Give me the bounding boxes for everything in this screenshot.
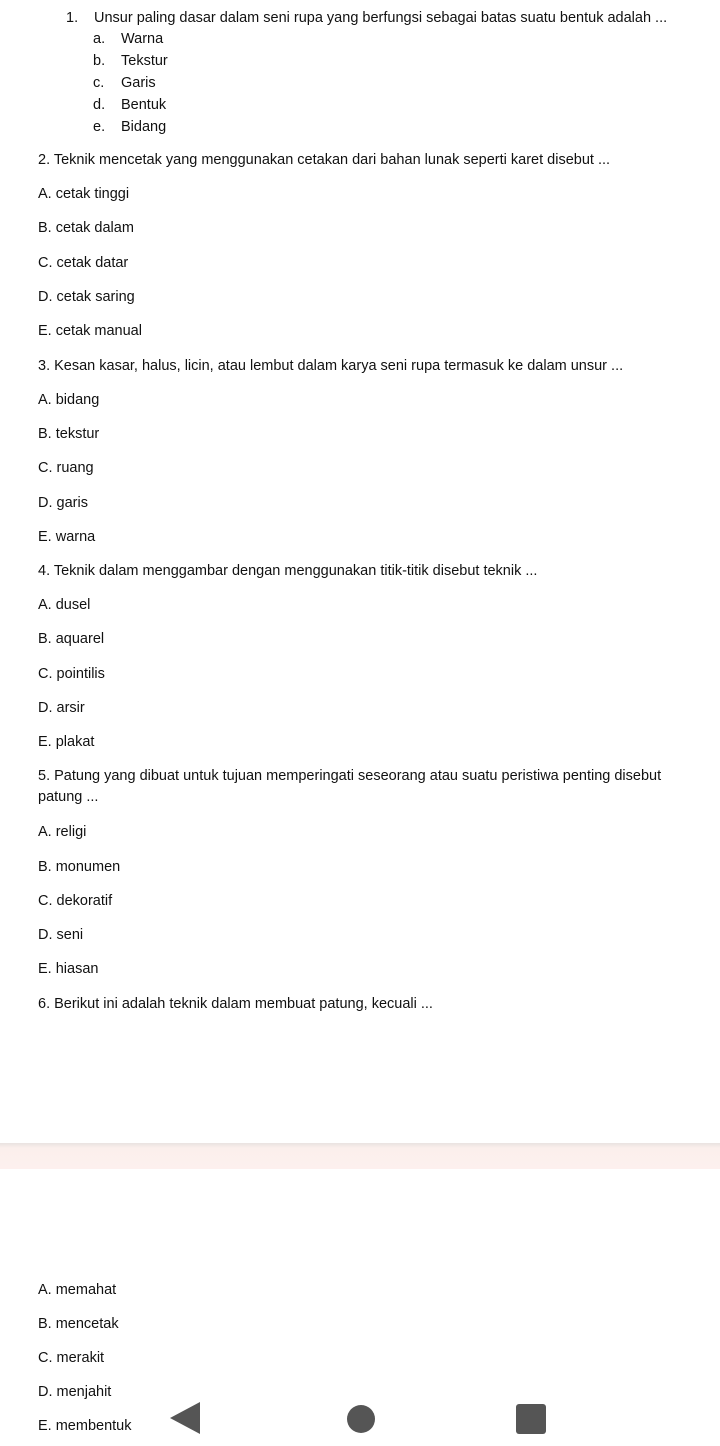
home-icon[interactable]	[347, 1405, 375, 1433]
question-6: 6. Berikut ini adalah teknik dalam membuat patung, kecuali ...	[38, 996, 433, 1012]
option-a: A. dusel	[38, 597, 91, 613]
option-a: A. bidang	[38, 392, 100, 408]
option-c: C. ruang	[38, 460, 94, 476]
option-letter: a.	[93, 31, 106, 47]
option-e: E. warna	[38, 529, 96, 545]
option-c: C. dekoratif	[38, 893, 113, 909]
question-text: Unsur paling dasar dalam seni rupa yang berfungsi sebagai batas suatu bentuk adalah ...	[94, 10, 668, 26]
option-a: A. cetak tinggi	[38, 186, 130, 202]
option-d: D. seni	[38, 927, 84, 943]
option-e	[93, 119, 166, 135]
question-5: 5. Patung yang dibuat untuk tujuan memperingati seseorang atau suatu peristiwa penting disebut patung ...	[38, 768, 662, 805]
option-e: E. hiasan	[38, 961, 99, 977]
question-2: 2. Teknik mencetak yang menggunakan cetakan dari bahan lunak seperti karet disebut ...	[38, 152, 611, 168]
option-a	[93, 31, 163, 47]
option-c: C. pointilis	[38, 666, 105, 682]
question-3: 3. Kesan kasar, halus, licin, atau lembut dalam karya seni rupa termasuk ke dalam unsur ...	[38, 358, 624, 374]
option-text: Tekstur	[121, 53, 168, 69]
question-number: 1.	[66, 10, 79, 26]
option-c	[93, 75, 156, 91]
option-letter: e.	[93, 119, 106, 135]
option-d: D. garis	[38, 495, 88, 511]
option-e: E. plakat	[38, 734, 95, 750]
question-4: 4. Teknik dalam menggambar dengan menggunakan titik-titik disebut teknik ...	[38, 563, 538, 579]
option-letter: b.	[93, 53, 106, 69]
option-text: Warna	[121, 31, 164, 47]
option-b: B. cetak dalam	[38, 220, 134, 236]
option-a: A. religi	[38, 824, 87, 840]
page-break	[0, 1143, 720, 1169]
option-d: D. arsir	[38, 700, 85, 716]
option-b: B. aquarel	[38, 631, 105, 647]
option-d: D. cetak saring	[38, 289, 135, 305]
option-b: B. mencetak	[38, 1316, 119, 1332]
back-icon[interactable]	[170, 1402, 200, 1434]
option-d	[93, 97, 166, 113]
option-b: B. monumen	[38, 859, 121, 875]
question-1	[66, 10, 667, 26]
option-text: Bentuk	[121, 97, 167, 113]
option-b: B. tekstur	[38, 426, 100, 442]
option-c: C. cetak datar	[38, 255, 129, 271]
option-e: E. membentuk	[38, 1418, 132, 1434]
option-a: A. memahat	[38, 1282, 117, 1298]
option-text: Bidang	[121, 119, 167, 135]
option-d: D. menjahit	[38, 1384, 112, 1400]
option-b	[93, 53, 168, 69]
option-e: E. cetak manual	[38, 323, 142, 339]
option-c: C. merakit	[38, 1350, 105, 1366]
option-letter: d.	[93, 97, 106, 113]
recents-icon[interactable]	[516, 1404, 546, 1434]
option-letter: c.	[93, 75, 105, 91]
option-text: Garis	[121, 75, 156, 91]
